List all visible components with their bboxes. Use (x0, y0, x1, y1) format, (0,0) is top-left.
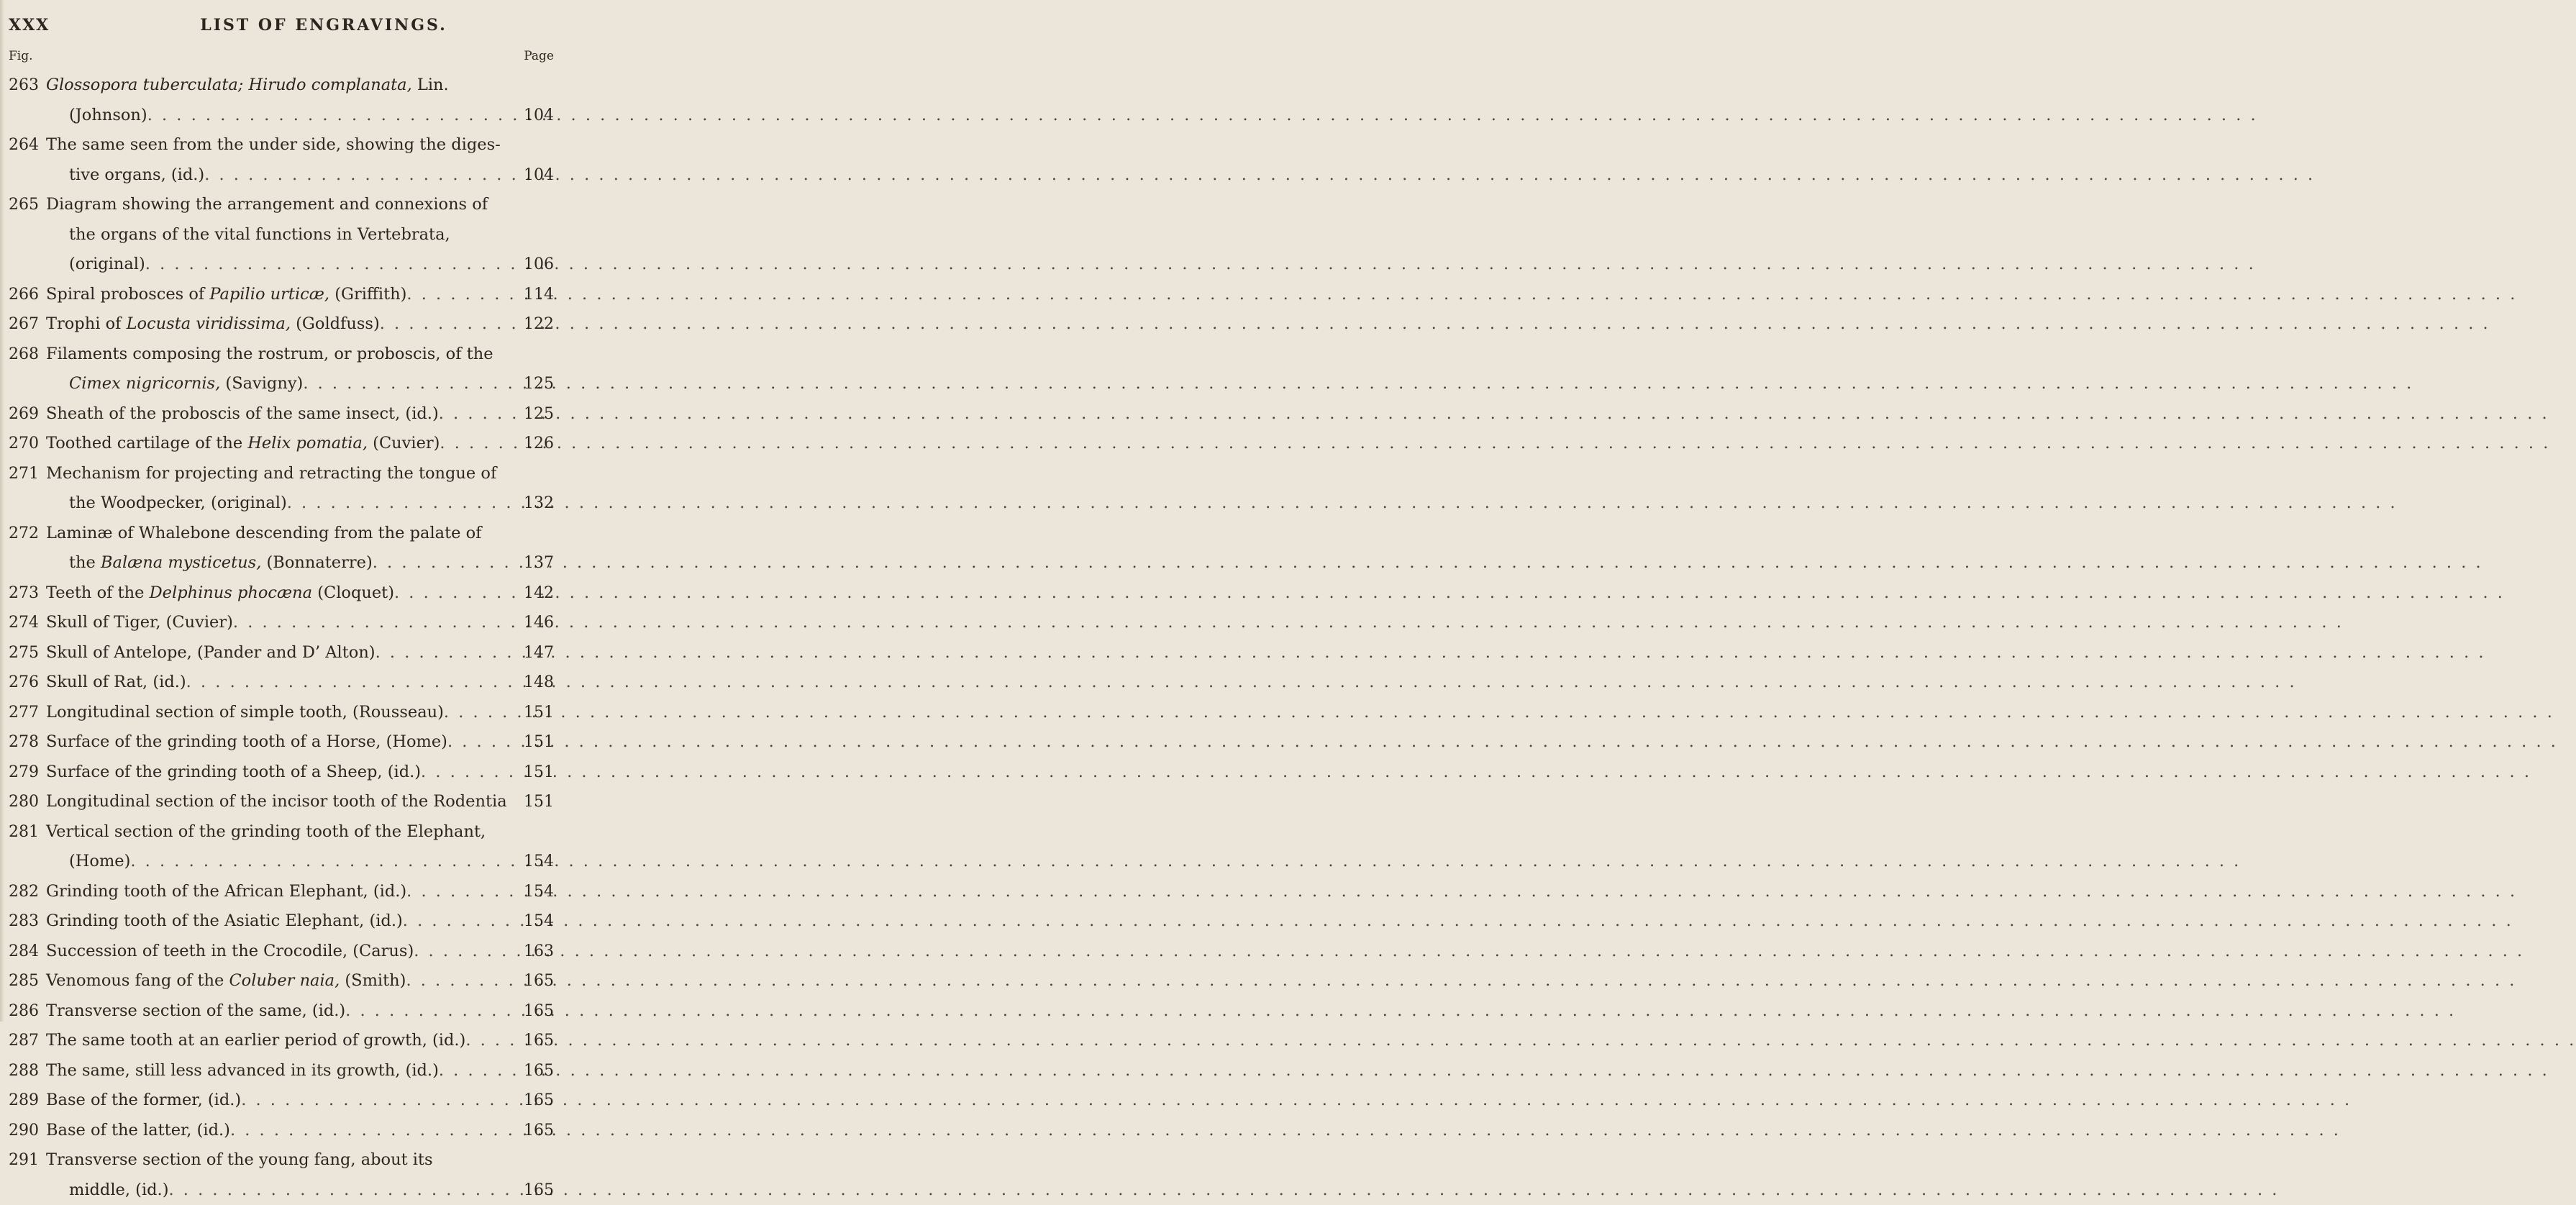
figure-number: 275 (0, 638, 46, 668)
leader-dots (376, 638, 2486, 668)
entry-text: Filaments composing the rostrum, or proboscis, of the (46, 340, 493, 370)
page-number: 165 (514, 1056, 554, 1086)
entry-description (46, 877, 499, 907)
figure-number: 287 (0, 1026, 46, 1056)
figure-number: 283 (0, 906, 46, 937)
entry-description (46, 937, 499, 967)
list-item (0, 1145, 575, 1205)
entry-line (46, 309, 499, 340)
entry-description (46, 1056, 499, 1086)
page-number: 165 (514, 1176, 554, 1205)
entry-text: Succession of teeth in the Crocodile, (Carus) (46, 937, 414, 967)
page-number: 163 (514, 937, 554, 967)
list-item (0, 1026, 575, 1056)
entry-description (46, 399, 499, 429)
entry-text: Transverse section of the young fang, about its (46, 1145, 433, 1176)
list-item (0, 937, 575, 967)
book-page (0, 0, 575, 1022)
list-item (0, 817, 575, 877)
list-item (0, 340, 575, 399)
entry-text: the organs of the vital functions in Vertebrata, (69, 220, 450, 250)
page-number: 125 (514, 369, 554, 399)
leader-dots (403, 906, 2513, 937)
entry-description (46, 340, 499, 399)
page-number: 154 (514, 906, 554, 937)
figure-number: 280 (0, 787, 46, 817)
leader-dots (145, 250, 2256, 280)
page-number: 104 (514, 101, 554, 131)
entry-line (46, 758, 499, 788)
page-roman-numeral: XXX (9, 16, 50, 35)
page-number: 165 (514, 1116, 554, 1146)
entry-line (46, 130, 499, 160)
page-number: 165 (514, 1026, 554, 1056)
entry-description (46, 638, 499, 668)
entry-line (46, 668, 499, 698)
page-title: LIST OF ENGRAVINGS. (94, 16, 554, 35)
leader-dots (439, 1056, 2549, 1086)
entry-line (46, 548, 499, 578)
entry-text: Teeth of the Delphinus phocæna (Cloquet) (46, 578, 394, 609)
entry-line (46, 996, 499, 1027)
entry-description (46, 906, 499, 937)
leader-dots (394, 578, 2505, 609)
entry-description (46, 787, 499, 817)
entry-description (46, 1145, 499, 1205)
entry-description (46, 698, 499, 728)
list-item (0, 787, 575, 817)
list-item (0, 996, 575, 1027)
list-item (0, 758, 575, 788)
entry-text: Surface of the grinding tooth of a Horse, (Home) (46, 727, 447, 758)
leader-dots (241, 1086, 2352, 1116)
figure-number: 276 (0, 668, 46, 698)
list-item (0, 727, 575, 758)
entry-line (46, 1145, 499, 1176)
leader-dots (440, 429, 2550, 459)
page-number: 154 (514, 847, 554, 877)
entry-description (46, 668, 499, 698)
list-item (0, 608, 575, 638)
figure-number: 289 (0, 1086, 46, 1116)
entry-description (46, 309, 499, 340)
entry-line (46, 101, 499, 131)
entry-line (46, 698, 499, 728)
entry-text: Skull of Rat, (id.) (46, 668, 186, 698)
entry-line (46, 638, 499, 668)
figure-number: 278 (0, 727, 46, 758)
entry-line (46, 787, 499, 817)
leader-dots (406, 966, 2516, 996)
engravings-list (0, 71, 575, 1205)
entry-text: Toothed cartilage of the Helix pomatia, (Cuvier) (46, 429, 440, 459)
entry-text: Spiral probosces of Papilio urticæ, (Griffith) (46, 280, 406, 310)
leader-dots (406, 877, 2517, 907)
figure-number: 266 (0, 280, 46, 310)
entry-line (46, 966, 499, 996)
entry-line (46, 459, 499, 489)
page-number: 165 (514, 966, 554, 996)
leader-dots (406, 280, 2517, 310)
entry-text: Surface of the grinding tooth of a Sheep, (id.) (46, 758, 421, 788)
page-number: 122 (514, 309, 554, 340)
leader-dots (414, 937, 2524, 967)
entry-line (46, 578, 499, 609)
figure-number: 279 (0, 758, 46, 788)
list-item (0, 698, 575, 728)
figure-number: 282 (0, 877, 46, 907)
leader-dots (439, 399, 2549, 429)
entry-text: (Johnson) (69, 101, 147, 131)
page-number: 146 (514, 608, 554, 638)
figure-number: 277 (0, 698, 46, 728)
list-item (0, 1086, 575, 1116)
figure-number: 288 (0, 1056, 46, 1086)
list-item (0, 906, 575, 937)
entry-text: (Home) (69, 847, 130, 877)
entry-line (46, 71, 499, 101)
figure-number: 267 (0, 309, 46, 340)
leader-dots (130, 847, 2241, 877)
page-number: 104 (514, 160, 554, 191)
leader-dots (345, 996, 2456, 1027)
leader-dots (186, 668, 2297, 698)
figure-number: 290 (0, 1116, 46, 1146)
entry-line (46, 608, 499, 638)
entry-description (46, 608, 499, 638)
page-number: 132 (514, 488, 554, 519)
entry-text: the Balæna mysticetus, (Bonnaterre) (69, 548, 373, 578)
entry-text: Sheath of the proboscis of the same insect, (id.) (46, 399, 439, 429)
list-item (0, 638, 575, 668)
entry-line (46, 250, 499, 280)
list-item (0, 309, 575, 340)
list-item (0, 668, 575, 698)
page-number: 151 (514, 758, 554, 788)
list-item (0, 1056, 575, 1086)
entry-text: Base of the former, (id.) (46, 1086, 241, 1116)
entry-text: tive organs, (id.) (69, 160, 204, 191)
entry-text: Vertical section of the grinding tooth of the Elephant, (46, 817, 486, 847)
entry-text: Mechanism for projecting and retracting the tongue of (46, 459, 496, 489)
entry-description (46, 817, 499, 877)
entry-description (46, 727, 499, 758)
entry-text: Base of the latter, (id.) (46, 1116, 230, 1146)
figure-number: 281 (0, 817, 46, 847)
page-number: 151 (514, 727, 554, 758)
entry-text: Trophi of Locusta viridissima, (Goldfuss) (46, 309, 380, 340)
page-number: 126 (514, 429, 554, 459)
page-number: 125 (514, 399, 554, 429)
entry-text: The same, still less advanced in its growth, (id.) (46, 1056, 439, 1086)
list-item (0, 578, 575, 609)
entry-line (46, 369, 499, 399)
entry-line (46, 847, 499, 877)
figure-number: 273 (0, 578, 46, 609)
entry-line (46, 429, 499, 459)
leader-dots (465, 1026, 2576, 1056)
page-number: 151 (514, 787, 554, 817)
list-item (0, 429, 575, 459)
entry-text: Skull of Antelope, (Pander and D’ Alton) (46, 638, 376, 668)
entry-text: Venomous fang of the Coluber naia, (Smith) (46, 966, 406, 996)
entry-text: Grinding tooth of the African Elephant, (id.) (46, 877, 406, 907)
entry-line (46, 1176, 499, 1205)
entry-line (46, 937, 499, 967)
list-item (0, 459, 575, 519)
entry-description (46, 71, 499, 130)
fig-column-heading: Fig. (9, 49, 33, 63)
entry-line (46, 727, 499, 758)
entry-text: Grinding tooth of the Asiatic Elephant, (id.) (46, 906, 403, 937)
figure-number: 270 (0, 429, 46, 459)
figure-number: 271 (0, 459, 46, 489)
entry-line (46, 160, 499, 191)
list-item (0, 71, 575, 130)
entry-line (46, 906, 499, 937)
entry-text: Transverse section of the same, (id.) (46, 996, 345, 1027)
figure-number: 265 (0, 190, 46, 220)
leader-dots (287, 488, 2398, 519)
entry-description (46, 758, 499, 788)
leader-dots (303, 369, 2413, 399)
entry-description (46, 966, 499, 996)
entry-text: Glossopora tuberculata; Hirudo complanata, Lin. (46, 71, 449, 101)
entry-description (46, 519, 499, 578)
list-item (0, 1116, 575, 1146)
entry-line (46, 519, 499, 549)
figure-number: 269 (0, 399, 46, 429)
entry-line (46, 877, 499, 907)
entry-text: middle, (id.) (69, 1176, 168, 1205)
running-header (94, 16, 554, 37)
leader-dots (444, 698, 2554, 728)
entry-line (46, 399, 499, 429)
list-item (0, 966, 575, 996)
page-number: 165 (514, 996, 554, 1027)
entry-text: Diagram showing the arrangement and connexions of (46, 190, 488, 220)
entry-description (46, 1026, 499, 1056)
list-item (0, 130, 575, 190)
entry-description (46, 190, 499, 280)
figure-number: 268 (0, 340, 46, 370)
entry-text: Longitudinal section of simple tooth, (Rousseau) (46, 698, 444, 728)
entry-line (46, 488, 499, 519)
entry-text: Longitudinal section of the incisor tooth of the Rodentia (46, 787, 507, 817)
figure-number: 264 (0, 130, 46, 160)
entry-line (46, 1026, 499, 1056)
entry-text: The same seen from the under side, showing the diges- (46, 130, 501, 160)
page-number: 142 (514, 578, 554, 609)
entry-line (46, 817, 499, 847)
page-number: 147 (514, 638, 554, 668)
figure-number: 291 (0, 1145, 46, 1176)
entry-line (46, 220, 499, 250)
entry-line (46, 340, 499, 370)
figure-number: 285 (0, 966, 46, 996)
entry-line (46, 280, 499, 310)
leader-dots (147, 101, 2258, 131)
entry-description (46, 1086, 499, 1116)
page-number: 165 (514, 1086, 554, 1116)
entry-text: Laminæ of Whalebone descending from the palate of (46, 519, 481, 549)
figure-number: 272 (0, 519, 46, 549)
figure-number: 286 (0, 996, 46, 1027)
leader-dots (168, 1176, 2279, 1205)
entry-text: Skull of Tiger, (Cuvier) (46, 608, 233, 638)
figure-number: 284 (0, 937, 46, 967)
entry-description (46, 130, 499, 190)
entry-line (46, 1056, 499, 1086)
figure-number: 263 (0, 71, 46, 101)
page-column-heading: Page (524, 49, 554, 63)
entry-description (46, 996, 499, 1027)
list-item (0, 280, 575, 310)
leader-dots (380, 309, 2490, 340)
figure-number: 274 (0, 608, 46, 638)
entry-text: The same tooth at an earlier period of growth, (id.) (46, 1026, 465, 1056)
entry-description (46, 578, 499, 609)
list-item (0, 877, 575, 907)
leader-dots (373, 548, 2483, 578)
entry-line (46, 190, 499, 220)
entry-text: Cimex nigricornis, (Savigny) (69, 369, 303, 399)
entry-line (46, 1116, 499, 1146)
page-number: 148 (514, 668, 554, 698)
page-number: 114 (514, 280, 554, 310)
entry-description (46, 1116, 499, 1146)
entry-text: the Woodpecker, (original) (69, 488, 287, 519)
entry-text: (original) (69, 250, 145, 280)
entry-description (46, 429, 499, 459)
page-number: 106 (514, 250, 554, 280)
leader-dots (447, 727, 2558, 758)
entry-description (46, 280, 499, 310)
list-item (0, 190, 575, 280)
entry-description (46, 459, 499, 519)
list-item (0, 519, 575, 578)
entry-line (46, 1086, 499, 1116)
page-number: 154 (514, 877, 554, 907)
page-number: 137 (514, 548, 554, 578)
page-number: 151 (514, 698, 554, 728)
leader-dots (421, 758, 2531, 788)
list-item (0, 399, 575, 429)
